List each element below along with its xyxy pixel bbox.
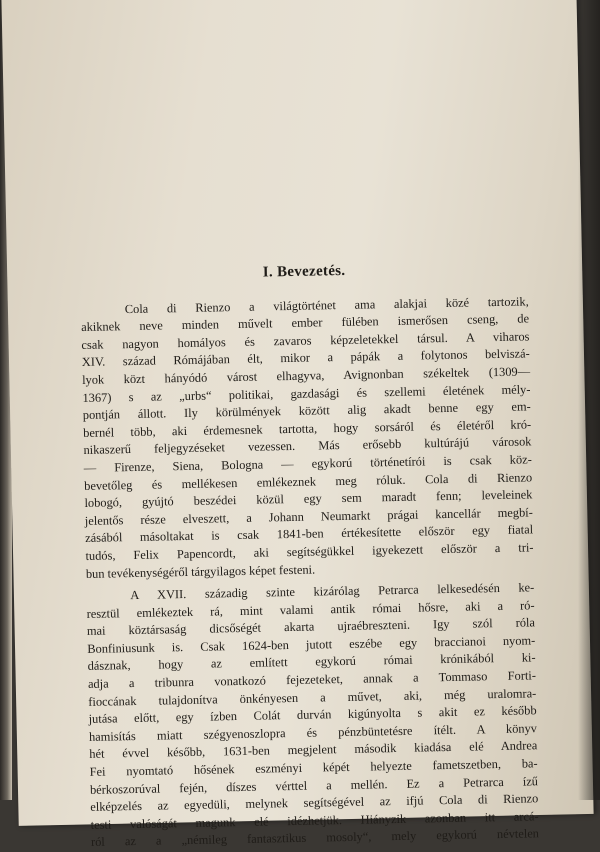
text-line: csak nagyon homályos és zavaros képzeletekkel társul. A viharos — [81, 329, 530, 352]
text-line: akiknek neve minden művelt ember fülében ismerősen cseng, de — [81, 311, 530, 335]
paragraph-2 — [86, 579, 539, 851]
text-line: testi valóságát magunk elé idézhetjük. Hiányzik azonban itt arcá- — [90, 809, 539, 832]
text-line: Fei nyomtató hősének eszményi képét helyezte fametszetben, ba- — [89, 756, 538, 779]
text-line: hét évvel később, 1631-ben megjelent második kiadása elé Andrea — [89, 738, 538, 762]
text-line: Cola di Rienzo a világtörténet ama alakjai közé tartozik, — [124, 293, 529, 316]
page-text — [80, 259, 539, 851]
text-line: — Firenze, Siena, Bologna — egykorú történetírói is csak köz- — [83, 452, 532, 475]
text-line: bun tevékenységéről tárgyilagos képet festeni. — [85, 562, 316, 581]
text-line: jelentős része elveszett, a Johann Neumarkt prágai kancellár megbí- — [84, 505, 533, 528]
text-line: nikaszerű feljegyzéseket vezessen. Más erősebb kultúrájú városok — [83, 434, 532, 458]
text-line: bernél több, aki érdemesnek tartotta, hogy sorsáról és életéről kró- — [83, 417, 532, 440]
text-line: jutása előtt, egy ízben Colát durván kigúnyolta s akit ez később — [88, 703, 537, 727]
text-line: 1367) s az „urbs“ politikai, gazdasági és szellemi életének mély- — [82, 381, 531, 405]
text-line: bérkoszorúval fején, díszes vérttel a mellén. Ez a Petrarca ízű — [89, 773, 539, 797]
text-line: bevetőleg és mellékesen emlékeznek meg róluk. Cola di Rienzo — [84, 469, 533, 493]
paragraph-1 — [81, 293, 534, 583]
chapter-heading: I. Bevezetés. — [262, 262, 346, 281]
text-line: hamisítás miatt szégyenoszlopra és pénzbüntetésre ítélt. A könyv — [88, 721, 538, 744]
text-line: mai köztársaság dicsőségét akarta ujraébreszteni. Igy szól róla — [86, 615, 536, 639]
text-line: zásából másoltakat is csak 1841-ben értékesítette először egy fiatal — [85, 522, 534, 546]
text-line: lobogó, gyújtó beszédei közül egy sem maradt fenn; leveleinek — [84, 487, 533, 511]
text-line: A XVII. századig szinte kizárólag Petrarca lelkesedésén ke- — [130, 580, 535, 603]
text-line: elképzelés az egyedüli, melynek segítségével az ifjú Cola di Rienzo — [90, 791, 539, 815]
text-line: tudós, Felix Papencordt, aki segítségükkel igyekezett először a tri- — [85, 540, 534, 563]
text-line: adja a tribunra vonatkozó fejezeteket, annak a Tommaso Forti- — [87, 668, 537, 691]
text-line: dásznak, hogy az említett egykorú római krónikából ki- — [87, 650, 536, 674]
text-line: lyok közt hányódó várost elhagyva, Avignonban székeltek (1309— — [82, 364, 531, 387]
text-line: pontján állott. Ily körülmények között alig akadt benne egy em- — [82, 399, 531, 423]
text-line: XIV. század Rómájában élt, mikor a pápák a folytonos belviszá- — [81, 346, 530, 370]
text-line: Bonfiniusunk is. Csak 1624-ben jutott eszébe egy braccianoi nyom- — [87, 633, 536, 656]
text-line: resztül emlékeztek rá, mint valami antik római hősre, aki a ró- — [86, 598, 535, 621]
page-edge-shadow — [578, 0, 600, 800]
text-line: fioccának tulajdonítva önkényesen a művet, aki, még uralomra- — [88, 685, 537, 709]
text-line: ról az a „némileg fantasztikus mosoly“, mely egykorú névtelen — [90, 826, 540, 850]
